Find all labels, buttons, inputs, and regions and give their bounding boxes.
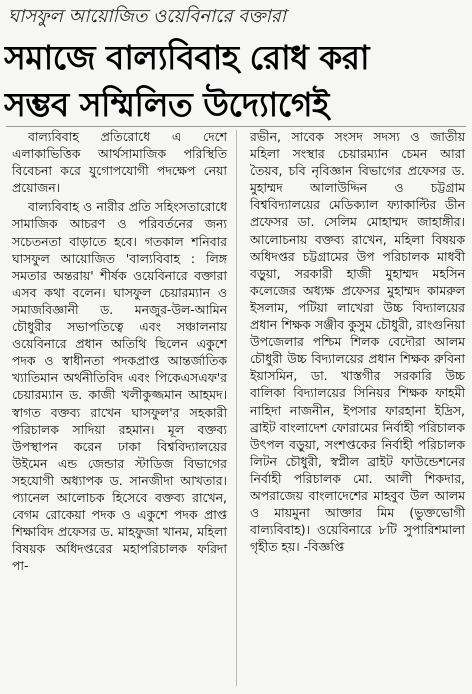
- article-paragraph: বাল্যবিবাহ ও নারীর প্রতি সহিংসতারোধে সামাজিক আচরণ ও পরিবর্তনের জন্য সচেতনতা বাড়াতে হবে। গতকাল শনিবার ঘাসফুল আয়োজিত 'বাল্যবিবাহ : লিঙ্গ সমতার অন্তরায়' শীর্ষক ওয়েবিনারে বক্তারা এসব কথা বলেন। ঘাসফুল চেয়ারম্যান ও সমাজবিজ্ঞানী ড. মনজুর-উল-আমিন চৌধুরীর সভাপতিত্বে এবং সঞ্চালনায় ওয়েবিনারে প্রধান অতিথি ছিলেন একুশে পদক ও স্বাধীনতা পদকপ্রাপ্ত আন্তর্জাতিক খ্যাতিমান অর্থনীতিবিদ এবং পিকেএসএফ'র চেয়ারম্যান ড. কাজী খলীকুজ্জমান আহমদ। স্বাগত বক্তব্য রাখেন ঘাসফুল'র সহকারী পরিচালক সাদিয়া রহমান। মূল বক্তব্য উপস্থাপন করেন ঢাকা বিশ্ববিদ্যালয়ের উইমেন এন্ড জেন্ডার স্টাডিজ বিভাগের সহযোগী অধ্যাপক ড. সানজীদা আখতার। প্যানেল আলোচক হিসেবে বক্তব্য রাখেন, বেগম রোকেয়া পদক ও একুশে পদক প্রাপ্ত শিক্ষাবিদ প্রফেসর ড. মাহফুজা খানম, মহিলা বিষয়ক অধিদপ্তরের মহাপরিচালক ফরিদা পা-: [12, 199, 227, 574]
- headline-line-2: সম্ভব সম্মিলিত উদ্যোগেই: [4, 85, 329, 124]
- article-paragraph: রভীন, সাবেক সংসদ সদস্য ও জাতীয় মহিলা সংস্থার চেয়ারম্যান চেমন আরা তৈয়ব, চবি নৃবিজ্ঞান বিভাগের প্রফেসর ড. মুহাম্মদ আলাউদ্দিন ও চট্টগ্রাম বিশ্ববিদ্যালয়ের মেডিক্যাল ফ্যাকাল্টির ডীন প্রফেসর ডা. সেলিম মোহাম্মদ জাহাঙ্গীর। আলোচনায় বক্তব্য রাখেন, মহিলা বিষয়ক অধিদপ্তর চট্টগ্রামের উপ পরিচালক মাধবী বড়ুয়া, সরকারী হাজী মুহাম্মদ মহসিন কলেজের অধ্যক্ষ প্রফেসর মুহাম্মদ কামরুল ইসলাম, পটিয়া লাখেরা উচ্চ বিদ্যালয়ের প্রধান শিক্ষক সঞ্জীব কুসুম চৌধুরী, রাংগুনিয়া উপজেলার পশ্চিম শিলক বেদৌরা আলম চৌধুরী উচ্চ বিদ্যালয়ের প্রধান শিক্ষক রুবিনা ইয়াসমিন, ডা. খাস্তগীর সরকারি উচ্চ বালিকা বিদ্যালয়ের সিনিয়র শিক্ষক ফাহমী নাহিদা নাজনীন, ইপসার ফারহানা ইদ্রিস, ব্রাইট বাংলাদেশ ফোরামের নির্বাহী পরিচালক উৎপল বড়ুয়া, সংশপ্তকের নির্বাহী পরিচালক লিটন চৌধুরী, স্বপ্নীল ব্রাইট ফাউন্ডেশনের নির্বাহী পরিচালক মো. আলী শিকদার, অপরাজেয় বাংলাদেশের মাহবুব উল আলম ও মায়মুনা আক্তার মিম (ভুক্তভোগী বাল্যবিবাহ)। ওয়েবিনারে ৮টি সুপারিশমালা গৃহীত হয়। -বিজ্ঞপ্তি: [250, 129, 465, 555]
- article-paragraph: বাল্যবিবাহ প্রতিরোধে এ দেশে এলাকাভিত্তিক আর্থসামাজিক পরিস্থিতি বিবেচনা করে যুগোপযোগী পদক্ষেপ নেয়া প্রয়োজন।: [12, 129, 227, 196]
- headline: [4, 34, 468, 128]
- kicker-line: ঘাসফুল আয়োজিত ওয়েবিনারে বক্তারা: [8, 6, 286, 27]
- column-divider: [236, 130, 237, 686]
- article-column-left: [12, 128, 227, 574]
- article-column-right: [250, 128, 465, 555]
- headline-line-1: সমাজে বাল্যবিবাহ রোধ করা: [4, 38, 370, 77]
- headline-divider: [6, 126, 466, 127]
